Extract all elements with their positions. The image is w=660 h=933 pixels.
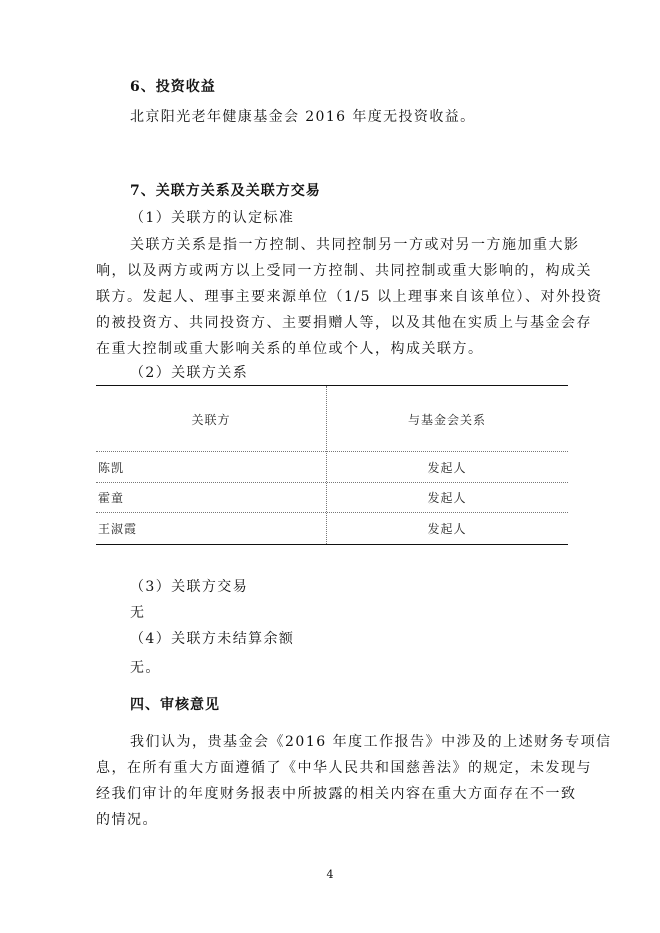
paragraph-line: 经我们审计的年度财务报表中所披露的相关内容在重大方面存在不一致 [96,786,577,802]
subsection-4-body: 无。 [130,660,161,676]
table-cell-party: 王淑霞 [98,522,138,536]
related-party-definition-paragraph [96,232,603,362]
paragraph-line: 我们认为，贵基金会《2016 年度工作报告》中涉及的上述财务专项信 [130,734,612,750]
section-4-heading: 四、审核意见 [130,697,220,713]
paragraph-line: 的被投资方、共同投资方、主要捐赠人等，以及其他在实质上与基金会存 [96,315,592,331]
paragraph-line: 关联方关系是指一方控制、共同控制另一方或对另一方施加重大影 [130,237,580,253]
related-party-table [96,385,568,545]
paragraph-line: 息，在所有重大方面遵循了《中华人民共和国慈善法》的规定，未发现与 [96,760,592,776]
table-header-relation: 与基金会关系 [407,413,486,427]
table-row-divider [96,512,568,513]
paragraph-line: 在重大控制或重大影响关系的单位或个人，构成关联方。 [96,341,484,357]
table-row-divider [96,451,568,452]
table-bottom-rule [96,544,568,545]
table-row-divider [96,482,568,483]
paragraph-line: 联方。发起人、理事主要来源单位（1/5 以上理事来自该单位）、对外投资 [96,289,603,305]
section-6-heading: 6、投资收益 [130,79,216,95]
subsection-3-title: （3）关联方交易 [130,579,249,595]
section-7-heading: 7、关联方关系及关联方交易 [130,183,321,199]
subsection-4-title: （4）关联方未结算余额 [130,631,295,647]
table-cell-party: 陈凯 [98,461,125,475]
table-cell-relation: 发起人 [427,461,467,475]
subsection-1-title: （1）关联方的认定标准 [130,210,295,226]
table-header-party: 关联方 [191,413,231,427]
table-cell-relation: 发起人 [427,491,467,505]
audit-opinion-paragraph [96,729,612,833]
subsection-2-title: （2）关联方关系 [130,365,249,381]
table-top-rule [96,385,568,386]
page-number: 4 [326,868,334,881]
subsection-3-body: 无 [130,605,146,621]
paragraph-line: 的情况。 [96,812,158,828]
paragraph-line: 响，以及两方或两方以上受同一方控制、共同控制或重大影响的，构成关 [96,263,592,279]
table-cell-relation: 发起人 [427,522,467,536]
section-6-body: 北京阳光老年健康基金会 2016 年度无投资收益。 [130,109,476,125]
table-cell-party: 霍童 [98,491,125,505]
